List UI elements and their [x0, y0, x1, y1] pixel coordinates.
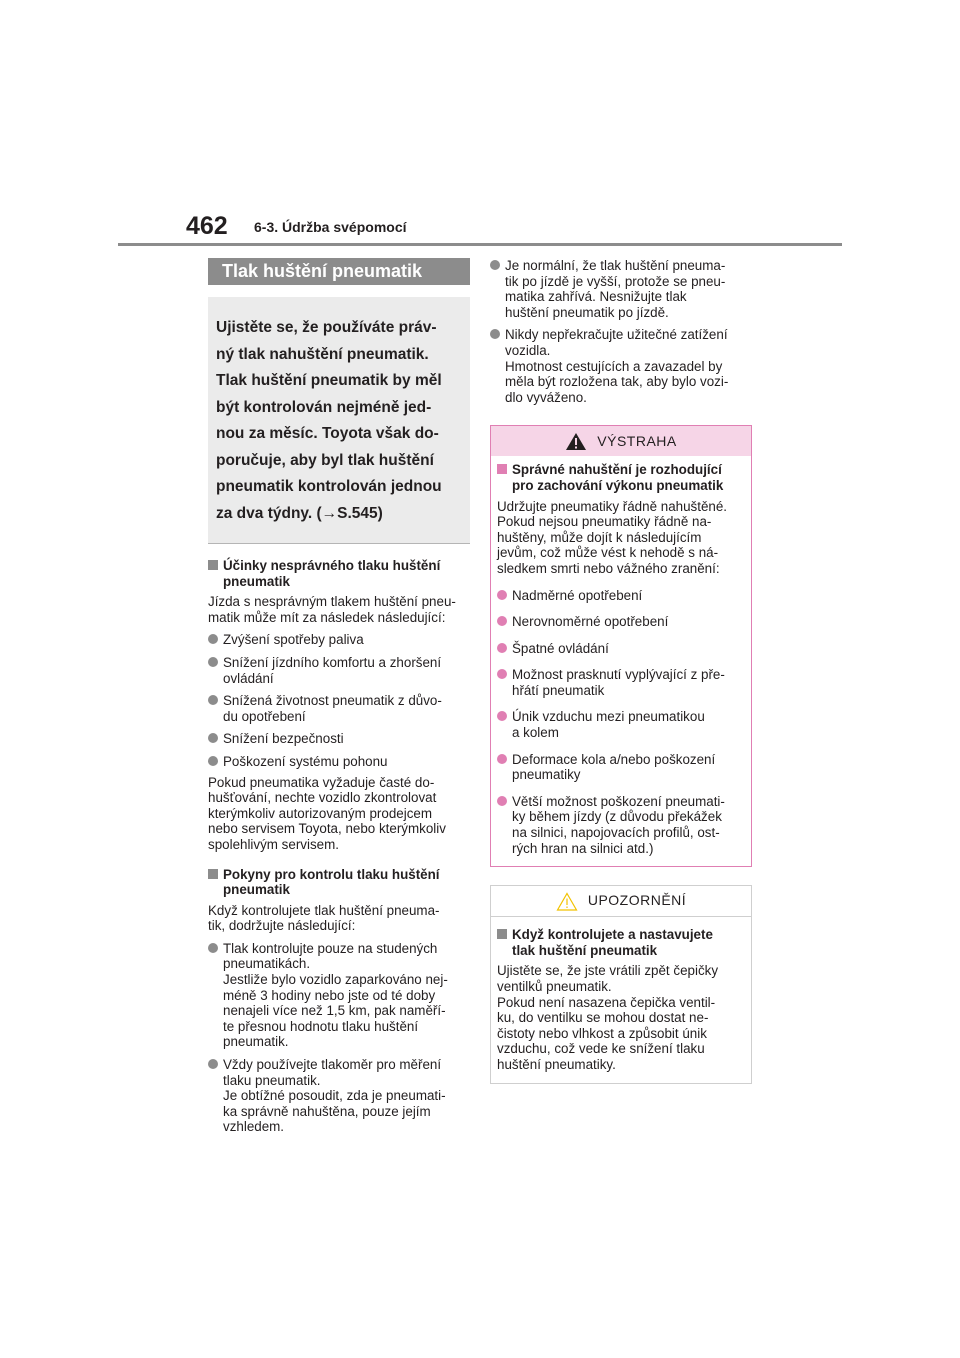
- text-line: huštěny, může dojít k následujícím: [497, 529, 702, 545]
- text-line: matika zahřívá. Nesnižujte tlak: [505, 289, 687, 305]
- text-line: Jestliže bylo vozidlo zaparkováno nej-: [223, 972, 448, 988]
- text-line: hřátí pneumatik: [512, 682, 605, 698]
- text-line: Snížení bezpečnosti: [223, 731, 344, 747]
- text-line: te přesnou hodnotu tlaku huštění: [223, 1018, 419, 1034]
- text-line: Je obtížné posoudit, zda je pneumati-: [223, 1088, 446, 1104]
- text-line: Pokud pneumatika vyžaduje časté do-: [208, 774, 435, 790]
- circle-bullet-icon: [208, 756, 218, 766]
- intro-box: [208, 297, 470, 544]
- list-item: [208, 941, 470, 1050]
- intro-line: ný tlak nahuštění pneumatik.: [216, 345, 429, 363]
- text-line: kterýmkoliv autorizovaným prodejcem: [208, 805, 432, 821]
- text-line: pneumatiky: [512, 767, 581, 783]
- text-line: huštění pneumatik po jízdě.: [505, 304, 669, 320]
- text-line: Snížená životnost pneumatik z důvo-: [223, 693, 442, 709]
- list-item: [497, 614, 751, 630]
- heading-line: Když kontrolujete a nastavujete: [512, 927, 713, 943]
- warning-triangle-icon: [565, 432, 587, 451]
- caution-box: [490, 885, 752, 1083]
- heading-line: pneumatik: [223, 573, 290, 589]
- square-bullet-icon: [497, 464, 507, 474]
- subsection-heading: [497, 462, 751, 493]
- text-line: na silnici, napojovacích profilů, ost-: [512, 825, 720, 841]
- intro-line: být kontrolován nejméně jed-: [216, 398, 432, 416]
- list-item: [497, 588, 751, 604]
- intro-line: poručuje, aby byl tlak huštění: [216, 451, 434, 469]
- warning-box: [490, 425, 752, 867]
- list-item: [497, 641, 751, 657]
- heading-line: Účinky nesprávného tlaku huštění: [223, 558, 441, 573]
- section-title: 6-3. Údržba svépomocí: [254, 219, 407, 235]
- paragraph: [208, 775, 470, 853]
- heading-line: pro zachování výkonu pneumatik: [512, 477, 724, 493]
- text-line: Tlak kontrolujte pouze na studených: [223, 940, 438, 956]
- text-line: matik může mít za následek následující:: [208, 609, 446, 625]
- text-line: dlo vyváženo.: [505, 389, 587, 405]
- circle-bullet-icon: [497, 616, 507, 626]
- circle-bullet-icon: [490, 260, 500, 270]
- list-item: [208, 655, 470, 686]
- paragraph: [208, 594, 470, 625]
- text-line: Větší možnost poškození pneumati-: [512, 793, 725, 809]
- text-line: Hmotnost cestujících a zavazadel by: [505, 358, 723, 374]
- subsection-heading: [497, 927, 751, 958]
- list-item: [490, 258, 752, 320]
- text-line: Snížení jízdního komfortu a zhoršení: [223, 654, 442, 670]
- topic-title: Tlak huštění pneumatik: [208, 258, 470, 285]
- circle-bullet-icon: [497, 643, 507, 653]
- list-item: [497, 794, 751, 856]
- text-line: Deformace kola a/nebo poškození: [512, 751, 716, 767]
- text-line: huštění pneumatiky.: [497, 1056, 616, 1072]
- text-line: Když kontrolujete tlak huštění pneuma-: [208, 902, 440, 918]
- text-line: du opotřebení: [223, 708, 306, 724]
- text-line: tik po jízdě je vyšší, protože se pneu-: [505, 273, 726, 289]
- text-line: ventilků pneumatik.: [497, 979, 612, 994]
- list-item: [497, 667, 751, 698]
- text-line: Ujistěte se, že jste vrátili zpět čepičky: [497, 963, 719, 979]
- text-line: Je normální, že tlak huštění pneuma-: [505, 258, 726, 273]
- paragraph: [497, 499, 751, 577]
- right-column: [490, 258, 752, 1084]
- list-item: [497, 752, 751, 783]
- text-line: Udržujte pneumatiky řádně nahuštěné.: [497, 498, 728, 514]
- text-line: nenajeli více než 1,5 km, pak naměří-: [223, 1003, 446, 1019]
- list-item: [208, 731, 470, 747]
- heading-line: Správné nahuštění je rozhodující: [512, 462, 722, 478]
- text-line: Jízda s nesprávným tlakem huštění pneu-: [208, 594, 456, 610]
- intro-line: Tlak huštění pneumatik by měl: [216, 372, 442, 389]
- left-column: [208, 258, 470, 1135]
- text-line: Nerovnoměrné opotřebení: [512, 614, 669, 630]
- text-line: Možnost prasknutí vyplývající z pře-: [512, 667, 725, 683]
- warning-header: [491, 426, 751, 456]
- text-line: méně 3 hodiny nebo jste od té doby: [223, 987, 436, 1003]
- caution-body: [491, 917, 751, 1082]
- heading-line: pneumatik: [223, 882, 290, 898]
- text-line: ka správně nahuštěna, pouze jejím: [223, 1103, 431, 1119]
- list-item: [208, 632, 470, 648]
- text-line: hušťování, nechte vozidlo zkontrolovat: [208, 790, 437, 806]
- circle-bullet-icon: [208, 657, 218, 667]
- text-line: Nikdy nepřekračujte užitečné zatížení: [505, 327, 728, 343]
- text-line: Špatné ovládání: [512, 640, 609, 656]
- text-line: čistoty nebo vlhkost a způsobit únik: [497, 1025, 707, 1041]
- text-line: tlaku pneumatik.: [223, 1072, 321, 1088]
- circle-bullet-icon: [208, 1059, 218, 1069]
- circle-bullet-icon: [497, 754, 507, 764]
- text-line: a kolem: [512, 725, 559, 741]
- intro-line: pneumatik kontrolován jednou: [216, 478, 442, 495]
- text-line: jevům, což může vést k nehodě s ná-: [497, 545, 719, 561]
- text-line: vozidla.: [505, 342, 551, 358]
- text-line: ky během jízdy (z důvodu překážek: [512, 809, 722, 825]
- text-line: rých hran na silnici atd.): [512, 840, 654, 856]
- list-item: [497, 709, 751, 740]
- text-line: Poškození systému pohonu: [223, 753, 388, 769]
- circle-bullet-icon: [497, 796, 507, 806]
- list-item: [208, 693, 470, 724]
- text-line: ovládání: [223, 670, 274, 686]
- text-line: měla být rozložena tak, aby bylo vozi-: [505, 374, 729, 390]
- caution-header: [491, 886, 751, 917]
- subsection-heading: [208, 867, 470, 898]
- text-line: Únik vzduchu mezi pneumatikou: [512, 709, 705, 725]
- square-bullet-icon: [208, 560, 218, 570]
- circle-bullet-icon: [208, 634, 218, 644]
- subsection-heading: [208, 558, 470, 589]
- circle-bullet-icon: [208, 695, 218, 705]
- text-line: vzduchu, což vede ke snížení tlaku: [497, 1041, 705, 1057]
- text-line: tik, dodržujte následující:: [208, 918, 356, 934]
- circle-bullet-icon: [208, 733, 218, 743]
- circle-bullet-icon: [490, 329, 500, 339]
- list-item: [208, 754, 470, 770]
- list-item: [208, 1057, 470, 1135]
- text-line: vzhledem.: [223, 1119, 285, 1135]
- intro-line: za dva týdny. (→S.545): [216, 504, 383, 522]
- square-bullet-icon: [497, 929, 507, 939]
- heading-line: Pokyny pro kontrolu tlaku huštění: [223, 866, 440, 882]
- text-line: pneumatik.: [223, 1034, 289, 1050]
- circle-bullet-icon: [497, 711, 507, 721]
- text-line: nebo servisem Toyota, nebo kterýmkoliv: [208, 821, 446, 837]
- square-bullet-icon: [208, 869, 218, 879]
- text-line: spolehlivým servisem.: [208, 836, 339, 852]
- text-line: Zvýšení spotřeby paliva: [223, 632, 364, 648]
- text-line: sledkem smrti nebo vážného zranění:: [497, 560, 720, 576]
- text-line: Nadměrné opotřebení: [512, 587, 643, 603]
- circle-bullet-icon: [497, 669, 507, 679]
- caution-label: UPOZORNĚNÍ: [587, 892, 687, 909]
- text-line: Pokud nejsou pneumatiky řádně na-: [497, 514, 712, 530]
- warning-label: VÝSTRAHA: [597, 432, 677, 449]
- circle-bullet-icon: [208, 943, 218, 953]
- paragraph: [208, 903, 470, 934]
- intro-line: nou za měsíc. Toyota však do-: [216, 425, 439, 442]
- header-divider: [118, 243, 842, 246]
- text-line: pneumatikách.: [223, 956, 311, 972]
- caution-triangle-icon: [556, 892, 578, 911]
- page-number: 462: [186, 212, 228, 240]
- text-line: Pokud není nasazena čepička ventil-: [497, 994, 716, 1010]
- warning-body: [491, 456, 751, 866]
- heading-line: tlak huštění pneumatik: [512, 942, 658, 958]
- list-item: [490, 327, 752, 405]
- text-line: ku, do ventilku se mohou dostat ne-: [497, 1010, 709, 1026]
- paragraph: [497, 963, 751, 1072]
- intro-line: Ujistěte se, že používáte práv-: [216, 319, 437, 336]
- text-line: Vždy používejte tlakoměr pro měření: [223, 1057, 442, 1073]
- circle-bullet-icon: [497, 590, 507, 600]
